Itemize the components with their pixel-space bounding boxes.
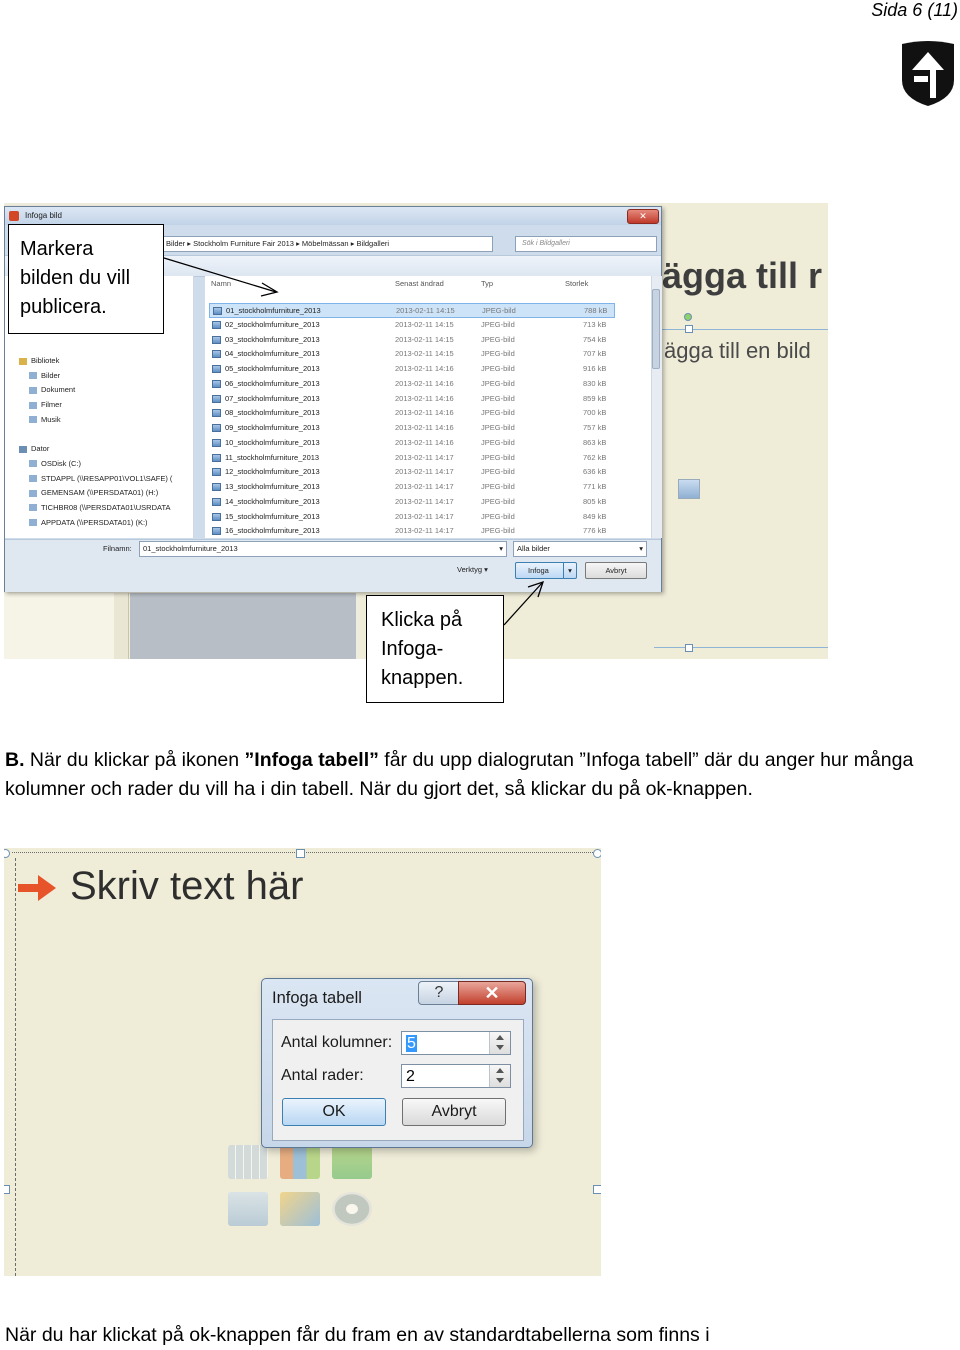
filename-value: 01_stockholmfurniture_2013 [143,544,238,553]
nav-item-label: Bibliotek [31,356,60,365]
image-file-icon [212,454,221,462]
close-button[interactable]: ✕ [627,209,659,224]
insert-picture-icon[interactable] [228,1192,268,1226]
nav-item[interactable] [29,472,172,487]
videos-icon [29,402,37,409]
file-type: JPEG-bild [481,364,515,373]
file-date: 2013-02-11 14:17 [395,452,454,462]
nav-item[interactable] [29,369,172,384]
file-date: 2013-02-11 14:15 [395,334,454,344]
arrow-bullet-icon [16,872,58,904]
file-row[interactable] [209,362,615,377]
image-file-icon [212,380,221,388]
file-name: 05_stockholmfurniture_2013 [225,364,320,373]
file-type: JPEG-bild [481,511,515,521]
image-file-icon [212,321,221,329]
file-type: JPEG-bild [481,452,515,462]
insert-clipart-icon[interactable] [280,1192,320,1226]
address-bar[interactable] [161,236,493,252]
music-icon [29,416,37,423]
library-icon [19,358,27,365]
file-name: 12_stockholmfurniture_2013 [225,467,320,477]
resize-handle[interactable] [4,849,10,858]
file-size: 754 kB [583,334,607,344]
pictures-icon [29,372,37,379]
insert-smartart-icon[interactable] [332,1145,372,1179]
rows-value: 2 [406,1068,415,1085]
nav-spacer [29,427,172,442]
file-type: JPEG-bild [481,526,515,536]
file-name: 08_stockholmfurniture_2013 [225,408,320,418]
file-size: 700 kB [583,408,607,418]
file-type: JPEG-bild [482,306,516,315]
insert-chart-icon[interactable] [280,1145,320,1179]
file-size: 805 kB [583,496,607,506]
columns-label: Antal kolumner: [281,1034,393,1051]
resize-handle[interactable] [593,1185,601,1194]
file-name: 06_stockholmfurniture_2013 [225,378,320,388]
image-file-icon [212,439,221,447]
column-header-size[interactable]: Storlek [565,279,589,288]
callout-line: Klicka på [381,609,463,631]
file-name: 03_stockholmfurniture_2013 [225,334,320,344]
image-file-icon [212,483,221,491]
file-date: 2013-02-11 14:17 [395,467,454,477]
nav-item[interactable] [29,383,172,398]
file-date: 2013-02-11 14:16 [395,423,454,432]
file-name: 09_stockholmfurniture_2013 [225,423,320,432]
file-name: 16_stockholmfurniture_2013 [225,526,320,536]
search-placeholder: Sök i Bildgalleri [522,240,570,247]
file-date: 2013-02-11 14:15 [395,349,454,359]
nav-item[interactable] [29,486,172,501]
image-file-icon [212,365,221,373]
tools-menu[interactable]: Verktyg ▾ [457,565,488,574]
image-file-icon [212,350,221,358]
rows-label: Antal rader: [281,1067,364,1084]
file-row[interactable] [209,303,615,318]
nav-item[interactable] [29,501,172,516]
file-date: 2013-02-11 14:17 [395,511,454,521]
file-row[interactable] [209,524,615,538]
file-size: 776 kB [583,526,607,536]
file-date: 2013-02-11 14:17 [395,482,454,491]
image-file-icon [212,513,221,521]
file-type: JPEG-bild [481,408,515,418]
nav-item[interactable] [29,457,172,472]
column-header-name[interactable]: Namn [211,279,232,288]
image-file-icon [212,336,221,344]
instruction-paragraph [5,746,955,804]
callout-line: Infoga- [381,638,444,660]
filename-label: Filnamn: [103,544,132,553]
continuation-text: När du har klickat på ok-knappen får du fram en av standardtabellerna som finns i [5,1324,710,1346]
nav-item-label: Filmer [41,400,62,410]
documents-icon [29,387,37,394]
file-type: JPEG-bild [481,378,515,388]
file-name: 02_stockholmfurniture_2013 [225,319,320,329]
slide-thumbnail-pane [4,593,115,659]
file-type: JPEG-bild [481,319,515,329]
file-size: 863 kB [583,437,607,447]
placeholder-border-bottom [654,647,828,648]
file-size: 757 kB [583,423,607,432]
nav-item-label: OSDisk (C:) [41,458,81,468]
page-number: Sida 6 (11) [871,0,958,20]
spin-buttons[interactable] [489,1032,510,1054]
network-drive-icon [29,475,37,482]
file-name: 13_stockholmfurniture_2013 [225,482,320,491]
nav-item-label: STDAPPL (\\RESAPP01\VOL1\SAFE) ( [41,473,173,483]
file-row[interactable] [209,495,615,510]
file-row[interactable] [209,347,615,362]
file-size: 713 kB [583,319,607,329]
file-size: 830 kB [583,378,607,388]
file-size: 707 kB [583,349,607,359]
file-row[interactable] [209,318,615,333]
resize-handle[interactable] [593,849,601,858]
columns-value: 5 [407,1035,416,1052]
image-file-icon [213,307,222,315]
file-name: 11_stockholmfurniture_2013 [225,452,320,462]
file-size: 636 kB [583,467,607,477]
chevron-down-icon: ▾ [639,544,643,553]
file-date: 2013-02-11 14:16 [395,393,454,403]
nav-item[interactable] [29,413,172,428]
slide-title-text: ägga till r [662,255,823,296]
file-size: 771 kB [583,482,607,491]
powerpoint-icon [9,211,19,221]
image-file-icon [212,498,221,506]
vertical-ruler [114,593,129,659]
nav-item-label: Bilder [41,370,61,380]
nav-item-label: APPDATA (\\PERSDATA01) (K:) [41,517,148,527]
file-date: 2013-02-11 14:15 [396,306,455,315]
nav-item-label: Dator [31,444,50,454]
rotate-handle[interactable] [684,313,692,321]
file-size: 849 kB [583,511,607,521]
image-file-icon [212,395,221,403]
insert-media-icon[interactable] [332,1192,372,1226]
dialog-title: Infoga bild [25,211,62,220]
nav-item-label: TICHBR08 (\\PERSDATA01\USRDATA [41,502,171,512]
resize-handle[interactable] [685,325,693,333]
cancel-button[interactable]: Avbryt [402,1098,506,1126]
file-name: 15_stockholmfurniture_2013 [225,511,320,521]
file-type: JPEG-bild [481,349,515,359]
file-type: JPEG-bild [481,496,515,506]
insert-picture-icon[interactable] [678,479,700,499]
file-date: 2013-02-11 14:16 [395,437,454,447]
file-type-select[interactable] [513,541,647,557]
ok-button[interactable]: OK [282,1098,386,1126]
file-date: 2013-02-11 14:16 [395,364,454,373]
network-drive-icon [29,490,37,497]
file-type-value: Alla bilder [517,544,550,553]
file-row[interactable] [209,451,615,466]
file-date: 2013-02-11 14:17 [395,526,454,536]
file-type: JPEG-bild [481,393,515,403]
file-date: 2013-02-11 14:16 [395,408,454,418]
paragraph-text: får du upp dialogrutan ”Infoga tabell” där du anger hur många kolumner och rader du vill ha i din tabell. När du gjort det, så klickar du på ok-knappen. [5,749,914,800]
network-drive-icon [29,504,37,511]
file-name: 01_stockholmfurniture_2013 [226,306,321,315]
callout-click-insert [366,595,504,703]
chevron-down-icon[interactable]: ▾ [499,544,503,553]
file-row[interactable] [209,406,615,421]
column-header-date[interactable]: Senast ändrad [395,279,444,288]
file-row[interactable] [209,510,615,525]
image-file-icon [212,468,221,476]
file-name: 10_stockholmfurniture_2013 [225,437,320,447]
file-size: 916 kB [583,364,607,373]
address-path: Bilder ▸ Stockholm Furniture Fair 2013 ▸ Möbelmässan ▸ Bildgalleri [166,239,390,248]
scrollbar-thumb[interactable] [652,289,660,369]
search-input[interactable] [515,236,657,252]
insert-table-icon[interactable] [228,1145,268,1179]
step-marker: B. [5,749,25,771]
callout-line: Markera [20,238,94,260]
insert-table-screenshot [4,848,601,1276]
slide-title-text: Skriv text här [70,864,304,908]
callout-select-picture [8,224,164,334]
image-file-icon [212,409,221,417]
image-file-icon [212,424,221,432]
file-row[interactable] [209,377,615,392]
columns-stepper[interactable] [401,1031,511,1055]
resize-handle[interactable] [296,849,305,858]
file-name: 07_stockholmfurniture_2013 [225,393,320,403]
column-header-type[interactable]: Typ [481,279,494,288]
help-button[interactable]: ? [418,981,460,1005]
file-type: JPEG-bild [481,423,515,432]
file-row[interactable] [209,480,615,495]
resize-handle[interactable] [4,1185,10,1194]
rows-stepper[interactable] [401,1064,511,1088]
insert-button[interactable] [515,562,577,579]
callout-line: knappen. [381,667,464,689]
file-date: 2013-02-11 14:16 [395,378,454,388]
resize-handle[interactable] [685,644,693,652]
dialog-title: Infoga tabell [272,989,362,1007]
network-drive-icon [29,519,37,526]
paragraph-bold: ”Infoga tabell” [244,749,379,771]
tools-label: Verktyg [457,565,483,574]
file-row[interactable] [209,392,615,407]
file-size: 859 kB [583,393,607,403]
insert-table-dialog [261,978,533,1148]
nav-item[interactable] [29,516,172,531]
file-size: 788 kB [584,306,608,315]
file-size: 762 kB [583,452,607,462]
file-type: JPEG-bild [481,334,515,344]
nav-item[interactable] [19,442,172,457]
callout-line: bilden du vill [20,267,131,289]
file-type: JPEG-bild [481,467,515,477]
file-type: JPEG-bild [481,437,515,447]
insert-label: Infoga [528,566,549,575]
nav-item-label: Musik [41,414,61,424]
file-date: 2013-02-11 14:17 [395,496,454,506]
file-row[interactable] [209,421,615,436]
spin-buttons[interactable] [489,1065,510,1087]
drive-icon [29,460,37,467]
nav-item-label: GEMENSAM (\\PERSDATA01) (H:) [41,488,159,498]
file-date: 2013-02-11 14:15 [395,319,454,329]
placeholder-border [15,858,16,1276]
workspace-background [130,593,356,659]
file-name: 04_stockholmfurniture_2013 [225,349,320,359]
computer-icon [19,446,27,453]
file-type: JPEG-bild [481,482,515,491]
paragraph-text: När du klickar på ikonen [24,749,245,771]
file-name: 14_stockholmfurniture_2013 [225,496,320,506]
nav-item-label: Dokument [41,385,76,395]
chevron-down-icon[interactable]: ▾ [563,563,576,578]
close-button[interactable]: ✕ [458,981,526,1005]
nav-item[interactable] [29,398,172,413]
slide-subtitle-text: ägga till en bild [664,338,811,363]
file-row[interactable] [209,465,615,480]
callout-line: publicera. [20,296,107,318]
image-file-icon [212,527,221,535]
placeholder-border-top [654,329,828,330]
file-row[interactable] [209,436,615,451]
file-list [205,276,651,538]
file-row[interactable] [209,333,615,348]
filename-input[interactable] [139,541,507,557]
cancel-button[interactable]: Avbryt [585,562,647,579]
shield-logo-icon [900,40,956,106]
nav-item[interactable] [19,354,172,369]
dialog-titlebar [5,207,661,225]
